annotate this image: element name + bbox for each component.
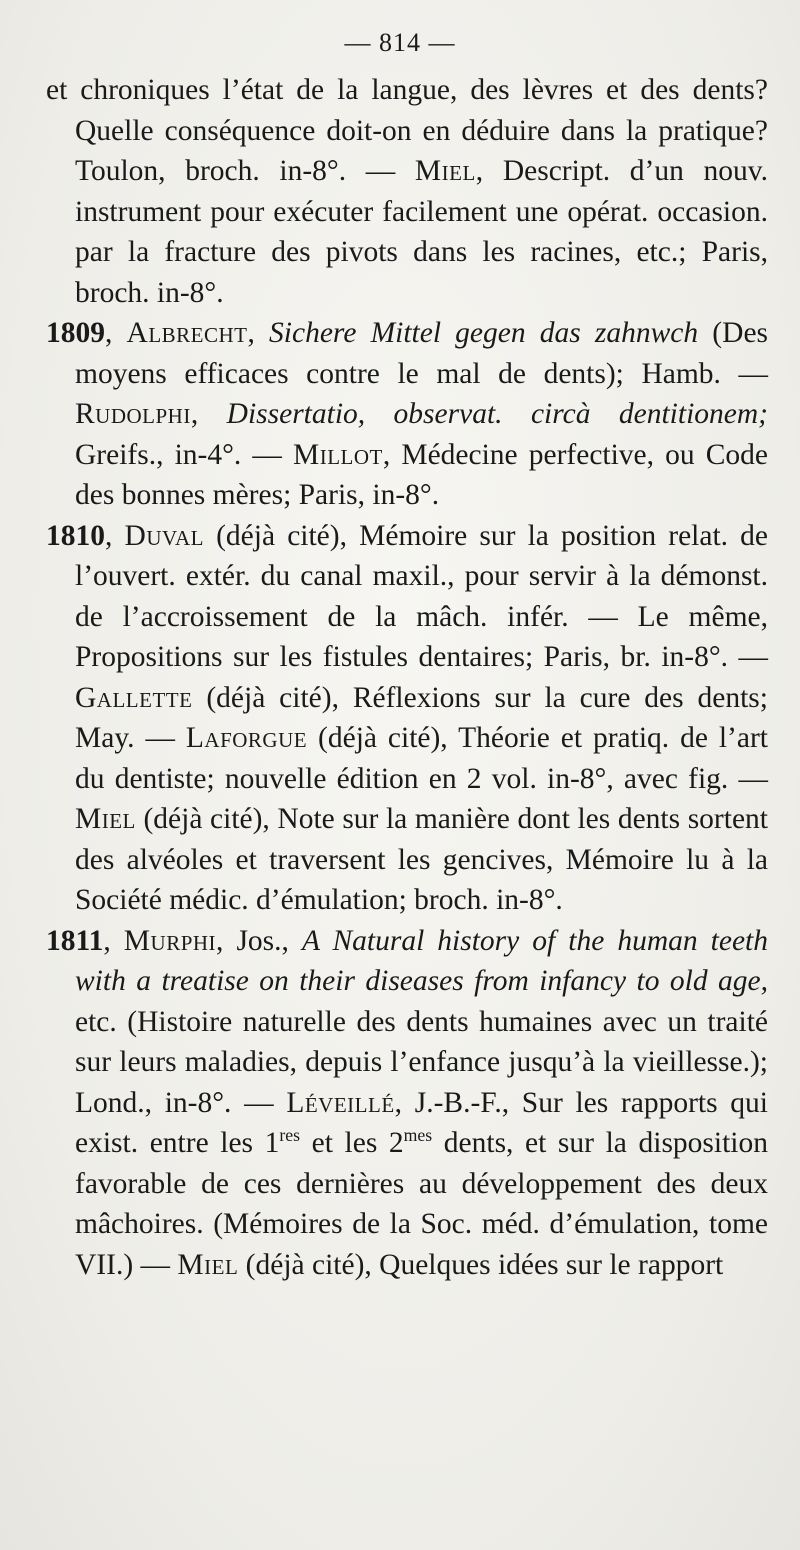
text-segment: , [247, 317, 270, 349]
text-segment: , Descript. d’un nouv. instrument pour exécuter facilement une opérat. occasion. par la fracture des pivots dans les racines, etc.; Paris, broch. in-8°. [75, 155, 768, 309]
paragraph-1810 [46, 516, 768, 921]
author-name: Albrecht [126, 317, 248, 349]
author-name: Léveillé [286, 1086, 395, 1119]
text-segment: , [190, 398, 227, 430]
text-segment: , J.-B.-F., Sur les rapports qui exist. entre les 1 [75, 1086, 768, 1159]
author-name: Miel [177, 1248, 239, 1281]
year-label: 1811 [46, 924, 104, 957]
text-segment: (déjà cité), Mémoire sur la position relat. de l’ouvert. extér. du canal maxil., pour servir à la démonst. de l’accroissement de la mâch. infér. — Le même, Propositions sur les fistules dentaires; Paris, br. in-8°. — [75, 519, 769, 673]
page-number: — 814 — [344, 28, 456, 57]
text-segment: (déjà cité), Théorie et pratiq. de l’art du dentiste; nouvelle édition en 2 vol. in-8°, avec fig. — [75, 722, 768, 795]
work-title: Sichere Mittel gegen das zahnwch [269, 317, 699, 349]
author-name: Murphi [123, 924, 217, 957]
author-name: Duval [124, 519, 204, 552]
text-segment: etc. (Histoire naturelle des dents humaines avec un traité sur leurs maladies, depuis l’enfance jusqu’à la vieillesse.); Lond., in-8°. — [75, 1005, 768, 1119]
author-name: Miel [414, 155, 476, 187]
work-title: A Natural history of the human teeth with a treatise on their diseases from infancy to old age, [75, 924, 769, 997]
text-segment: , Jos., [216, 924, 302, 957]
text-segment: (déjà cité), Note sur la manière dont les dents sortent des alvéoles et traversent les gencives, Mémoire lu à la Société médic. d’émulation; broch. in-8°. [75, 803, 768, 916]
paragraph-1811 [46, 921, 768, 1286]
author-name: Millot [292, 438, 383, 471]
year-label: 1809 [46, 317, 105, 349]
text-segment: (déjà cité), Réflexions sur la cure des dents; May. — [75, 681, 768, 754]
work-title: Dissertatio, observat. circà dentitionem; [226, 398, 768, 430]
superscript: res [279, 1125, 301, 1146]
text-segment: , [105, 519, 125, 552]
year-label: 1810 [46, 519, 105, 552]
text-segment: dents, et sur la disposition favorable de ces dernières au développement des deux mâchoires. (Mémoires de la Soc. méd. d’émulation, tome VII.) — [75, 1127, 768, 1281]
text-segment: , Médecine perfective, ou Code des bonnes mères; Paris, in-8°. [75, 438, 769, 511]
superscript: mes [403, 1125, 433, 1146]
text-segment: (déjà cité), Quelques idées sur le rapport [238, 1248, 724, 1281]
text-segment: , [103, 924, 124, 957]
text-segment: et chroniques l’état de la langue, des lèvres et des dents? Quelle conséquence doit-on en déduire dans la pratique? Toulon, broch. in-8°. — [46, 74, 768, 187]
paragraph-1809 [46, 313, 768, 516]
text-segment: , [105, 317, 127, 349]
text-segment: Greifs., in-4°. — [75, 438, 293, 471]
body-text [46, 70, 768, 1285]
text-segment: (Des moyens efficaces contre le mal de dents); Hamb. — [75, 317, 769, 390]
author-name: Rudolphi [75, 398, 191, 430]
paragraph-continuation [46, 70, 768, 313]
author-name: Laforgue [185, 722, 308, 754]
text-segment: et les 2 [300, 1127, 404, 1159]
author-name: Miel [75, 803, 136, 835]
author-name: Gallette [75, 681, 193, 714]
